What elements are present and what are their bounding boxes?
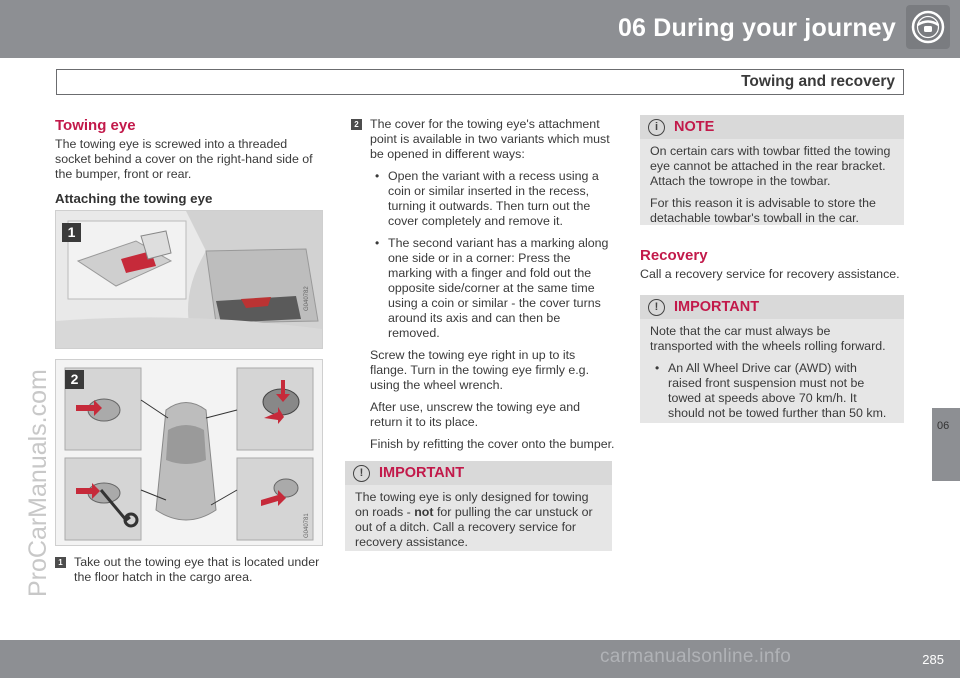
column-towing-eye	[55, 117, 322, 206]
exclamation-icon: !	[648, 299, 665, 316]
note-box	[640, 115, 904, 225]
para-after-use: After use, unscrew the towing eye and return it to its place.	[370, 400, 581, 429]
important-box-header	[640, 295, 904, 319]
important-title: IMPORTANT	[674, 299, 760, 315]
para-screw-in: Screw the towing eye right in up to its flange. Turn in the towing eye firmly e.g. using the wheel wrench.	[370, 348, 590, 392]
important-box-transport	[640, 295, 904, 423]
bullet-variant-marking-text: The second variant has a marking along one side or in a corner: Press the marking with a finger and fold out the opposite side/corner at the same time using a coin or similar - the cover turns around its axis and can then be removed.	[388, 236, 609, 340]
bullet-variant-recess	[370, 169, 615, 229]
note-box-body	[640, 139, 904, 234]
info-icon: i	[648, 119, 665, 136]
header-bar	[0, 0, 960, 58]
illustration-1-step-badge: 1	[62, 223, 81, 242]
note-text-2: For this reason it is advisable to store the detachable towbar's towball in the car.	[650, 196, 876, 225]
illustration-2-step-badge: 2	[65, 370, 84, 389]
page-number: 285	[922, 652, 944, 667]
bullet-dot: •	[655, 361, 660, 375]
towing-eye-heading: Towing eye	[55, 117, 136, 134]
footer-bar	[0, 640, 960, 678]
illustration-1-code: G040782	[304, 286, 310, 311]
steering-wheel-icon	[906, 5, 950, 49]
step-2	[351, 117, 615, 162]
bullet-dot: •	[375, 236, 380, 250]
important-box-body	[345, 485, 612, 558]
side-watermark	[6, 225, 52, 625]
important-title: IMPORTANT	[379, 465, 465, 481]
recovery-section	[640, 247, 908, 282]
illustration-2-code: G040781	[304, 513, 310, 538]
step-2-text: The cover for the towing eye's attachment point is available in two variants which must be opened in different ways:	[370, 117, 610, 161]
note-title: NOTE	[674, 119, 715, 135]
exclamation-icon: !	[353, 465, 370, 482]
step-1-number: 1	[55, 557, 66, 568]
important-text-part: for pulling the car unstuck or out of a ditch. Call a recovery service for recovery assistance.	[355, 505, 593, 549]
side-watermark-text: ProCarManuals.com	[24, 369, 52, 597]
note-box-header	[640, 115, 904, 139]
important-box-header	[345, 461, 612, 485]
note-text-1: On certain cars with towbar fitted the towing eye cannot be attached in the rear bracket. Attach the towrope in the towbar.	[650, 144, 891, 188]
illustration-cover-variants	[55, 359, 323, 546]
towing-eye-intro: The towing eye is screwed into a threaded socket behind a cover on the right-hand side of the bumper, front or rear.	[55, 137, 313, 181]
bullet-awd	[650, 361, 894, 421]
important-transport-text: Note that the car must always be transported with the wheels rolling forward.	[650, 324, 886, 353]
recovery-heading: Recovery	[640, 247, 708, 264]
bullet-variant-marking	[370, 236, 615, 341]
important-text-part: The towing eye is only designed for towing on roads -	[355, 490, 589, 519]
step-1-text: Take out the towing eye that is located under the floor hatch in the cargo area.	[74, 555, 320, 584]
important-box-body	[640, 319, 904, 429]
chapter-title: 06 During your journey	[617, 14, 896, 42]
step-1	[55, 555, 322, 585]
important-box-towing	[345, 461, 612, 551]
bullet-awd-text: An All Wheel Drive car (AWD) with raised front suspension must not be towed at speeds above 70 km/h. It should not be towed further than 50 km.	[668, 361, 887, 420]
section-header	[56, 69, 904, 95]
para-refit: Finish by refitting the cover onto the bumper.	[370, 437, 615, 451]
attaching-subheading: Attaching the towing eye	[55, 191, 213, 206]
illustration-cargo-floor	[55, 210, 323, 349]
chapter-tab-label: 06	[937, 420, 950, 432]
footer-watermark: carmanualsonline.info	[600, 646, 792, 667]
chapter-tab	[932, 408, 960, 481]
bullet-variant-recess-text: Open the variant with a recess using a coin or similar inserted in the recess, turning it outwards. Then turn out the cover completely and remove it.	[388, 169, 599, 228]
important-text-bold: not	[414, 505, 434, 519]
section-title: Towing and recovery	[741, 73, 895, 90]
step-1-block	[55, 555, 322, 585]
bullet-dot: •	[375, 169, 380, 183]
step-2-number: 2	[351, 119, 362, 130]
recovery-text: Call a recovery service for recovery assistance.	[640, 267, 900, 281]
column-instructions	[351, 117, 615, 452]
important-towing-text	[355, 490, 602, 550]
